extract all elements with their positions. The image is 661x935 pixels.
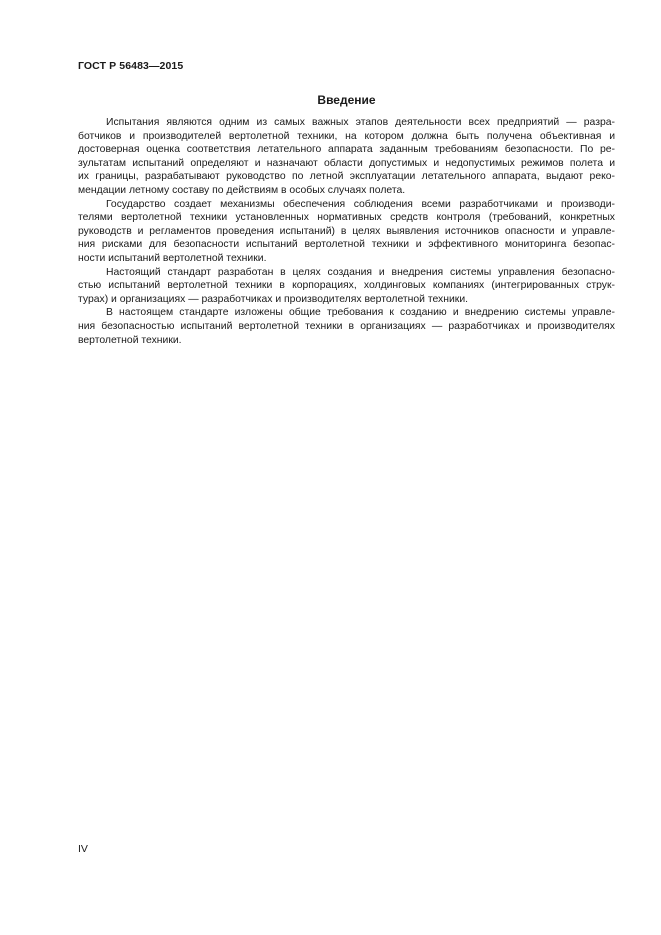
paragraph-line: мендации летному составу по действиям в особых случаях полета. xyxy=(78,184,406,196)
paragraph-line: ния рисками для безопасности испытаний вертолетной техники и эффективного мониторинга безопас- xyxy=(78,239,615,251)
paragraph-line: В настоящем стандарте изложены общие требования к созданию и внедрению системы управле- xyxy=(106,307,615,319)
paragraph-4 xyxy=(78,306,615,347)
paragraph-line: их границы, разрабатывают руководство по летной эксплуатации летательного аппарата, выдают реко- xyxy=(78,171,615,183)
section-title: Введение xyxy=(317,93,376,107)
paragraph-line: стью испытаний вертолетной техники в корпорациях, холдинговых компаниях (интегрированных струк- xyxy=(78,280,615,292)
paragraph-2 xyxy=(78,198,615,266)
paragraph-line: Государство создает механизмы обеспечения соблюдения всеми разработчиками и производи- xyxy=(106,198,615,210)
paragraph-line: руководств и регламентов проведения испытаний) в целях выявления источников опасности и управле- xyxy=(78,225,615,237)
paragraph-line: Испытания являются одним из самых важных этапов деятельности всех предприятий — разра- xyxy=(106,117,615,128)
paragraph-1 xyxy=(78,116,615,198)
paragraph-3 xyxy=(78,266,615,307)
paragraph-line: телями вертолетной техники установленных нормативных средств контроля (требований, конкретных xyxy=(78,212,615,224)
paragraph-line: ботчиков и производителей вертолетной техники, на котором должна быть получена объективная и xyxy=(78,130,615,142)
paragraph-line: вертолетной техники. xyxy=(78,334,182,346)
paragraph-line: ности испытаний вертолетной техники. xyxy=(78,252,267,264)
paragraph-line: турах) и организациях — разработчиках и производителях вертолетной техники. xyxy=(78,293,469,305)
introduction-body xyxy=(78,116,615,347)
page-number: IV xyxy=(78,843,88,855)
document-header-standard-id: ГОСТ Р 56483—2015 xyxy=(78,60,184,72)
paragraph-line: зультатам испытаний определяют и назначают области допустимых и недопустимых режимов полета и xyxy=(78,157,615,169)
paragraph-line: ния безопасностью испытаний вертолетной техники в организациях — разработчиках и производителях xyxy=(78,320,615,332)
paragraph-line: Настоящий стандарт разработан в целях создания и внедрения системы управления безопасно- xyxy=(106,266,615,278)
paragraph-line: достоверная оценка соответствия летательного аппарата заданным требованиям безопасности. По ре- xyxy=(78,144,615,156)
